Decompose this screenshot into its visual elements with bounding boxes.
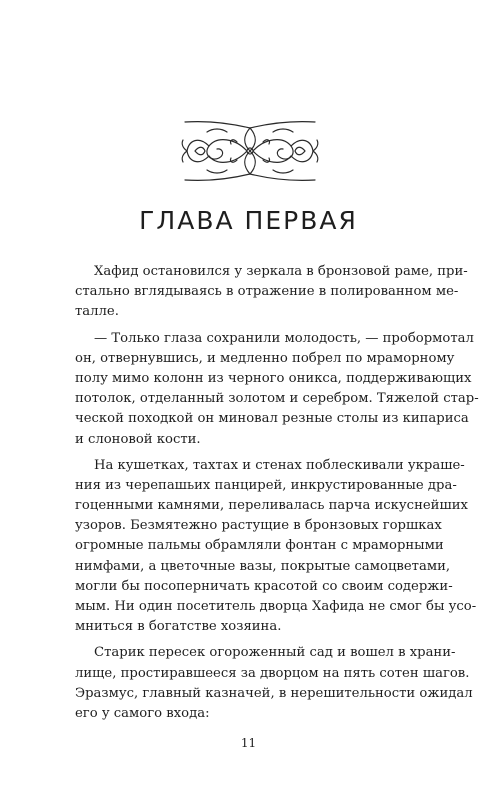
paragraph (75, 329, 479, 450)
text-line: гоценными камнями, переливалась парча искуснейших (75, 498, 468, 514)
text-line: полу мимо колонн из черного оникса, поддерживающих (75, 370, 472, 386)
text-line: — Только глаза сохранили молодость, — пробормотал (94, 330, 474, 346)
paragraph (75, 456, 477, 638)
scroll-flourish-ornament-icon (177, 118, 323, 184)
chapter-title: ГЛАВА ПЕРВАЯ (139, 206, 358, 235)
text-line: На кушетках, тахтах и стенах поблескивали украше- (94, 457, 465, 473)
text-line: он, отвернувшись, и медленно побрел по мраморному (75, 350, 455, 366)
paragraph (75, 262, 468, 323)
text-line: ния из черепашьих панцирей, инкрустированные дра- (75, 477, 457, 493)
text-line: и слоновой кости. (75, 431, 201, 447)
page-number: 11 (240, 736, 257, 750)
text-line: Хафид остановился у зеркала в бронзовой раме, при- (94, 264, 468, 279)
text-line: огромные пальмы обрамляли фонтан с мраморными (75, 538, 444, 554)
text-line: Эразмус, главный казначей, в нерешительности ожидал (75, 685, 473, 701)
text-line: узоров. Безмятежно растущие в бронзовых горшках (75, 518, 442, 534)
text-line: мым. Ни один посетитель дворца Хафида не смог бы усо- (75, 599, 477, 614)
paragraph (75, 643, 473, 724)
text-line: талле. (75, 304, 119, 320)
text-line: стально вглядываясь в отражение в полированном ме- (75, 284, 459, 300)
chapter-body (75, 262, 479, 730)
text-line: ческой походкой он миновал резные столы из кипариса (75, 411, 469, 427)
text-line: его у самого входа: (75, 705, 210, 721)
text-line: лище, простиравшееся за дворцом на пять сотен шагов. (75, 665, 470, 681)
text-line: нимфами, а цветочные вазы, покрытые самоцветами, (75, 558, 451, 574)
text-line: Старик пересек огороженный сад и вошел в храни- (94, 645, 456, 661)
text-line: могли бы посоперничать красотой со своим содержи- (75, 578, 453, 594)
text-line: мниться в богатстве хозяина. (75, 619, 282, 635)
text-line: потолок, отделанный золотом и серебром. Тяжелой стар- (75, 391, 479, 407)
